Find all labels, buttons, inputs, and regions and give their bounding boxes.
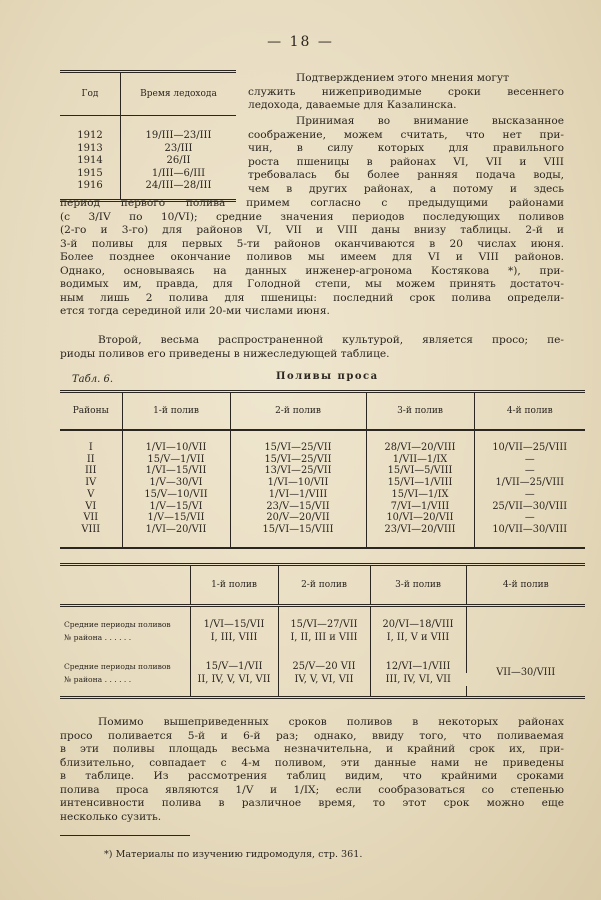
table6-cell: 15/VI—1/VIII <box>366 477 474 489</box>
para1-line: Принимая во внимание высказанное <box>296 115 564 127</box>
table6-cell: 15/V—10/VII <box>122 489 230 501</box>
avg-cell <box>466 618 585 631</box>
avg-cell: 25/V—20 VII <box>278 660 370 673</box>
para2-line: Второй, весьма распространенной культурой, является просо; пе- <box>98 334 564 346</box>
table6-cell: 15/VI—5/VIII <box>366 465 474 477</box>
para1-full-line: ным лишь 2 полива для пшеницы: последний срок полива определи- <box>60 291 564 304</box>
avg-label: № района . . . . . . <box>60 631 190 644</box>
ice-time: 26/II <box>166 155 191 166</box>
table6-cell: 1/VI—10/VII <box>230 477 366 489</box>
table6-label: Табл. 6. <box>72 374 114 385</box>
para1-full-line: (2-го и 3-го) для районов VI, VII и VIII даны внизу таблицы. 2-й и <box>60 224 564 236</box>
avg-cell: II, IV, V, VI, VII <box>190 673 278 686</box>
ice-time: 1/III—6/III <box>151 167 206 179</box>
avg-label: Средние периоды поливов <box>60 660 190 673</box>
ice-year: 1912 <box>60 116 121 143</box>
table6-cell: V <box>60 489 122 501</box>
para1-line: чин, в силу которых для правильного <box>248 142 564 154</box>
table6-cell: 1/VI—15/VII <box>122 465 230 477</box>
table6-cell: — <box>524 512 535 524</box>
page-number: — 18 — <box>267 34 334 50</box>
para1-line: требовалась бы более ранняя подача воды, <box>248 169 564 181</box>
ice-year: 1916 <box>60 180 121 200</box>
footnote-divider <box>60 835 190 836</box>
table6-row <box>60 501 585 513</box>
avg-row <box>60 631 585 644</box>
avg-cell: 15/VI—27/VII <box>278 618 370 631</box>
table6-cell: 13/VI—25/VII <box>230 465 366 477</box>
table6-header: 2-й полив <box>230 392 366 431</box>
para3-line: Помимо вышеприведенных сроков поливов в некоторых районах <box>98 716 564 728</box>
table6-cell: — <box>524 465 535 477</box>
para3-line: просо поливается 5-й и 6-й раз; однако, ввиду того, что поливаемая <box>60 729 564 742</box>
table6-cell: 25/VII—30/VIII <box>492 500 568 512</box>
table6-cell: 20/V—20/VII <box>230 512 366 524</box>
table6-header: Районы <box>60 392 122 431</box>
para1-full-line: водимых им, правда, для Голодной степи, мы можем принять достаточ- <box>60 278 564 290</box>
average-periods-table <box>60 563 585 699</box>
avg-row <box>60 660 585 673</box>
table6-cell: 1/VI—20/VII <box>122 524 230 536</box>
para3-line: несколько сузить. <box>60 810 162 823</box>
table6-cell: 15/VI—15/VIII <box>230 524 366 536</box>
table6-cell: VIII <box>60 524 122 536</box>
para3-line: в эти поливы площадь весьма незначительна, и крайний срок их, при- <box>60 743 564 755</box>
para1-line: чем в других районах, а потому и здесь <box>248 182 564 195</box>
ice-drift-table <box>60 70 236 202</box>
table6-cell: 15/VI—25/VII <box>230 442 366 454</box>
table6-cell: IV <box>60 477 122 489</box>
table6-cell: 10/VII—30/VIII <box>492 523 568 535</box>
ice-time: 24/III—28/III <box>145 180 212 191</box>
table6-cell: 15/V—1/VII <box>122 454 230 466</box>
table6-cell: 23/VI—20/VIII <box>366 524 474 536</box>
table6-cell: 15/VI—25/VII <box>230 454 366 466</box>
avg-cell: I, III, VIII <box>190 631 278 644</box>
para1-full-line: период первого полива примем согласно с предыдущими районами <box>60 197 564 209</box>
para1-full-line: 3-й поливы для первых 5-ти районов оканчиваются в 20 числах июня. <box>60 237 564 250</box>
avg-cell: IV, V, VI, VII <box>278 673 370 686</box>
table6-title: Поливы проса <box>276 371 379 382</box>
para3-line: полива проса являются 1/V и 1/IX; если сообразоваться со степенью <box>60 783 564 796</box>
ice-year: 1915 <box>60 168 121 181</box>
table6-cell: 15/VI—1/IX <box>366 489 474 501</box>
avg-header: 2-й полив <box>278 565 370 606</box>
para1-full-line: (с 3/IV по 10/VI); средние значения периодов последующих поливов <box>60 210 564 223</box>
para3-line: близительно, совпадает с 4-м поливом, эти данные нами не приведены <box>60 756 564 769</box>
table6-cell: II <box>60 454 122 466</box>
table6-cell: — <box>524 488 535 500</box>
table6-row <box>60 524 585 536</box>
avg-cell <box>466 631 585 644</box>
avg-label: Средние периоды поливов <box>60 618 190 631</box>
table6-header: 3-й полив <box>366 392 474 431</box>
para3-line: интенсивности полива в различное время, то этот срок можно еще <box>60 797 564 809</box>
table6-cell: VII <box>60 512 122 524</box>
table6-cell: III <box>60 465 122 477</box>
avg-cell: I, II, V и VIII <box>370 631 466 644</box>
table6-cell: — <box>524 453 535 465</box>
ice-time: 19/III—23/III <box>145 130 212 141</box>
avg-cell: I, II, III и VIII <box>278 631 370 644</box>
table6-row <box>60 465 585 477</box>
table6-cell: 1/VI—1/VIII <box>230 489 366 501</box>
para1-full-line: Однако, основываясь на данных инженер-агронома Костякова *), при- <box>60 264 564 277</box>
para1-line: Подтверждением этого мнения могут <box>296 72 510 84</box>
avg-cell: 12/VI—1/VIII <box>370 660 466 673</box>
avg-header <box>60 565 190 606</box>
table6-cell: 28/VI—20/VIII <box>366 442 474 454</box>
table6-header: 1-й полив <box>122 392 230 431</box>
avg-cell: 20/VI—18/VIII <box>370 618 466 631</box>
table6-row <box>60 512 585 524</box>
table6-row <box>60 454 585 466</box>
table6-cell: 10/VI—20/VII <box>366 512 474 524</box>
para2-line: риоды поливов его приведены в нижеследующей таблице. <box>60 347 390 360</box>
avg-cell: III, IV, VI, VII <box>385 673 451 685</box>
table6-cell: 1/V—15/VII <box>122 512 230 524</box>
footnote: *) Материалы по изучению гидромодуля, стр. 361. <box>104 849 363 860</box>
ice-year: 1913 <box>60 143 121 156</box>
table6-header: 4-й полив <box>474 392 585 431</box>
avg-row <box>60 618 585 631</box>
table6-cell: 7/VI—1/VIII <box>366 501 474 513</box>
table6-cell: VI <box>60 501 122 513</box>
table6-cell: 1/VII—1/IX <box>366 454 474 466</box>
para1-line: ледохода, даваемые для Казалинска. <box>248 99 457 111</box>
para1-line: соображение, можем считать, что нет при- <box>248 128 564 141</box>
avg-label: № района . . . . . . <box>60 673 190 686</box>
table6-cell: 1/V—15/VI <box>122 501 230 513</box>
table6-cell: 23/V—15/VII <box>230 501 366 513</box>
para1-full-line: ется тогда серединой или 20-ми числами июня. <box>60 305 330 317</box>
ice-time: 23/III <box>164 142 193 154</box>
para1-full-line: Более позднее окончание поливов мы имеем для VI и VIII районов. <box>60 251 564 263</box>
avg-cell: VII—30/VIII <box>496 667 556 678</box>
table6-cell: 10/VII—25/VIII <box>492 442 568 453</box>
table6-cell: 1/V—30/VI <box>122 477 230 489</box>
table6-row <box>60 477 585 489</box>
table6-cell: 1/VII—25/VIII <box>495 477 565 489</box>
table6 <box>60 390 585 549</box>
para1-line: служить нижеприводимые сроки весеннего <box>248 85 564 98</box>
ice-header-year: Год <box>60 72 121 116</box>
ice-year: 1914 <box>60 155 121 168</box>
table6-row <box>60 489 585 501</box>
avg-cell: 1/VI—15/VII <box>190 618 278 631</box>
table6-cell: 1/VI—10/VII <box>122 442 230 454</box>
ice-header-time: Время ледохода <box>121 72 237 116</box>
para1-line: роста пшеницы в районах VI, VII и VIII <box>248 155 564 168</box>
avg-cell: 15/V—1/VII <box>190 660 278 673</box>
avg-header: 4-й полив <box>466 565 585 606</box>
para3-line: в таблице. Из рассмотрения таблиц видим, что крайними сроками <box>60 770 564 782</box>
avg-header: 3-й полив <box>370 565 466 606</box>
table6-cell: I <box>60 442 122 454</box>
avg-header: 1-й полив <box>190 565 278 606</box>
table6-row <box>60 442 585 454</box>
